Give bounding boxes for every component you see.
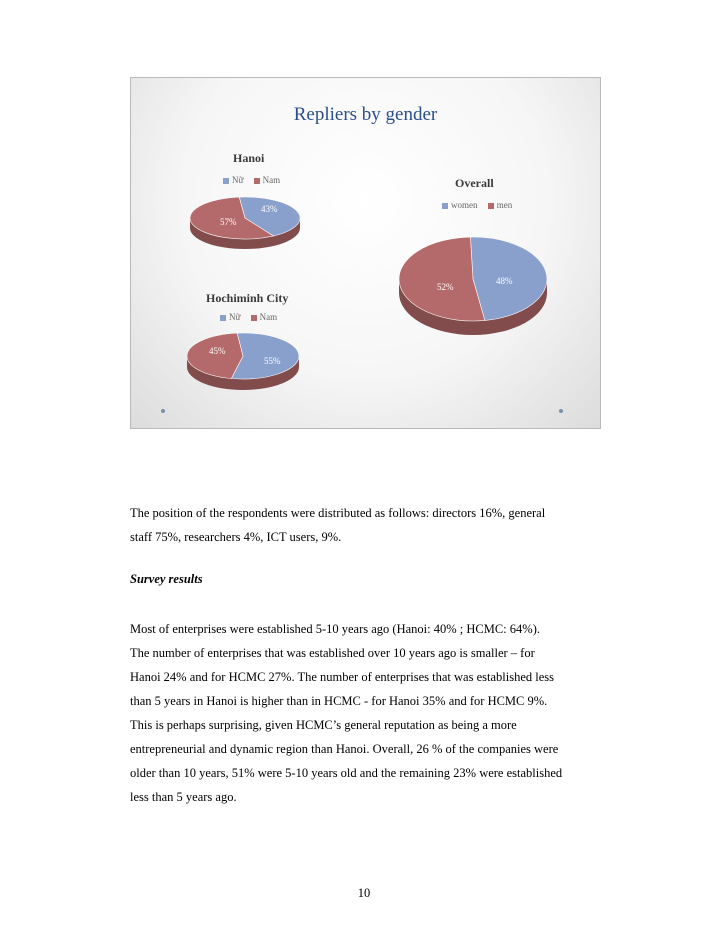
overall-legend	[442, 200, 520, 210]
hcmc-legend-female: Nữ	[220, 312, 240, 322]
text-line: Most of enterprises were established 5-10 years ago (Hanoi: 40% ; HCMC: 64%).	[130, 622, 540, 636]
decorative-dot-left	[161, 409, 165, 413]
text-line: older than 10 years, 51% were 5-10 years old and the remaining 23% were established	[130, 766, 563, 780]
section-heading: Survey results	[130, 572, 203, 586]
decorative-dot-right	[559, 409, 563, 413]
legend-swatch-female	[220, 315, 226, 321]
text-line: Hanoi 24% and for HCMC 27%. The number of enterprises that was established less	[130, 670, 554, 684]
hanoi-legend	[223, 175, 288, 185]
legend-swatch-male	[488, 203, 494, 209]
text-line: This is perhaps surprising, given HCMC’s general reputation as being a more	[130, 718, 517, 732]
overall-pie	[399, 235, 551, 345]
hanoi-female-label: 43%	[261, 204, 278, 214]
hcmc-legend-male: Nam	[251, 312, 278, 322]
text-line: The number of enterprises that was established over 10 years ago is smaller – for	[130, 646, 535, 660]
hanoi-chart-title: Hanoi	[233, 151, 265, 165]
overall-men-label: 52%	[437, 282, 454, 292]
legend-swatch-male	[254, 178, 260, 184]
hcmc-legend	[220, 312, 285, 322]
text-line: less than 5 years ago.	[130, 790, 237, 804]
position-paragraph	[130, 501, 598, 549]
hcmc-pie	[185, 330, 309, 396]
page-number: 10	[357, 886, 371, 900]
overall-women-label: 48%	[496, 276, 513, 286]
legend-swatch-female	[223, 178, 229, 184]
hcmc-chart-title: Hochiminh City	[206, 291, 289, 305]
gender-chart-figure	[130, 77, 601, 429]
text-line: staff 75%, researchers 4%, ICT users, 9%.	[130, 530, 342, 544]
hcmc-male-label: 45%	[209, 346, 226, 356]
text-line: The position of the respondents were distributed as follows: directors 16%, general	[130, 506, 546, 520]
legend-swatch-male	[251, 315, 257, 321]
overall-legend-women: women	[442, 200, 478, 210]
hanoi-legend-female: Nữ	[223, 175, 243, 185]
text-line: than 5 years in Hanoi is higher than in HCMC - for Hanoi 35% and for HCMC 9%.	[130, 694, 548, 708]
overall-legend-men: men	[488, 200, 513, 210]
hanoi-legend-male: Nam	[254, 175, 281, 185]
legend-swatch-female	[442, 203, 448, 209]
hanoi-male-label: 57%	[220, 217, 237, 227]
hanoi-pie	[189, 196, 309, 256]
results-paragraph	[130, 617, 598, 809]
text-line: entrepreneurial and dynamic region than Hanoi. Overall, 26 % of the companies were	[130, 742, 559, 756]
chart-title: Repliers by gender	[293, 104, 438, 125]
hcmc-female-label: 55%	[264, 356, 281, 366]
overall-chart-title: Overall	[455, 176, 494, 190]
